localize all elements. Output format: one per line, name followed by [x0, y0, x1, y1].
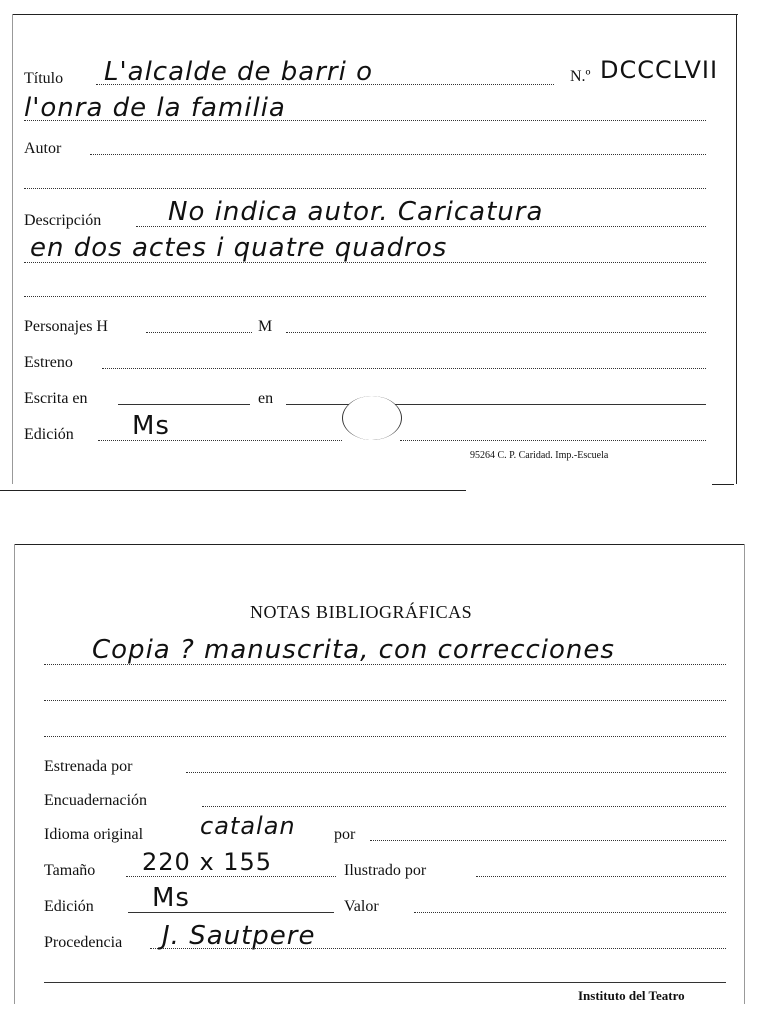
footer-institution: Instituto del Teatro: [578, 988, 685, 1003]
card2-left-edge: [14, 544, 15, 1004]
autor-line: [90, 154, 706, 155]
procedencia-line-2: [44, 982, 726, 983]
titulo-label: Título: [24, 70, 64, 87]
encuadernacion-label: Encuadernación: [44, 792, 148, 809]
estreno-line: [102, 368, 706, 369]
card1-bottom-edge: [0, 490, 466, 491]
procedencia-label: Procedencia: [44, 934, 123, 951]
ilustrado-line: [476, 876, 726, 877]
titulo-handwriting-2: l'onra de la familia: [24, 93, 286, 123]
numero-value: DCCCLVII: [600, 56, 719, 84]
edicion-label: Edición: [24, 426, 74, 443]
escrita-line: [118, 404, 250, 405]
notas-line-3: [44, 736, 726, 737]
tamano-line: [126, 876, 336, 877]
tamano-label: Tamaño: [44, 862, 96, 879]
personajes-m-label: M: [258, 318, 273, 335]
valor-line: [414, 912, 726, 913]
titulo-handwriting-1: L'alcalde de barri o: [104, 57, 373, 87]
notas-heading: NOTAS BIBLIOGRÁFICAS: [250, 602, 473, 622]
ilustrado-label: Ilustrado por: [344, 862, 427, 879]
autor-line-2: [24, 188, 706, 189]
card2-right-edge: [744, 544, 745, 1004]
card1-left-edge: [12, 14, 13, 484]
valor-label: Valor: [344, 898, 379, 915]
edicion2-value: Ms: [152, 883, 190, 913]
edicion-line-right: [400, 440, 706, 441]
encuadernacion-line: [202, 806, 726, 807]
descripcion-line-3: [24, 296, 706, 297]
tamano-value: 220 x 155: [142, 848, 273, 876]
autor-label: Autor: [24, 140, 62, 157]
personajes-m-line: [286, 332, 706, 333]
estrenada-label: Estrenada por: [44, 758, 133, 775]
descripcion-handwriting-1: No indica autor. Caricatura: [168, 197, 544, 227]
descripcion-handwriting-2: en dos actes i quatre quadros: [30, 233, 448, 263]
idioma-por-label: por: [334, 826, 356, 843]
card1-bottom-edge-right: [712, 484, 734, 485]
notas-handwriting: Copia ? manuscrita, con correcciones: [92, 635, 615, 665]
personajes-h-line: [146, 332, 252, 333]
printer-imprint: 95264 C. P. Caridad. Imp.-Escuela: [470, 450, 609, 461]
idioma-por-line: [370, 840, 726, 841]
estrenada-line: [186, 772, 726, 773]
idioma-value: catalan: [200, 812, 296, 840]
edicion-value: Ms: [132, 411, 170, 441]
card1-right-edge: [736, 14, 737, 484]
notas-line-2: [44, 700, 726, 701]
edicion2-label: Edición: [44, 898, 94, 915]
card1-top-edge: [12, 14, 738, 15]
card2-top-edge: [14, 544, 744, 545]
escrita-en-label: en: [258, 390, 274, 407]
descripcion-label: Descripción: [24, 212, 102, 229]
estreno-label: Estreno: [24, 354, 73, 371]
numero-label: N.º: [570, 68, 591, 85]
personajes-label: Personajes H: [24, 318, 108, 335]
escrita-label: Escrita en: [24, 390, 88, 407]
punch-hole: [342, 396, 402, 440]
idioma-label: Idioma original: [44, 826, 144, 843]
procedencia-value: J. Sautpere: [162, 921, 316, 951]
